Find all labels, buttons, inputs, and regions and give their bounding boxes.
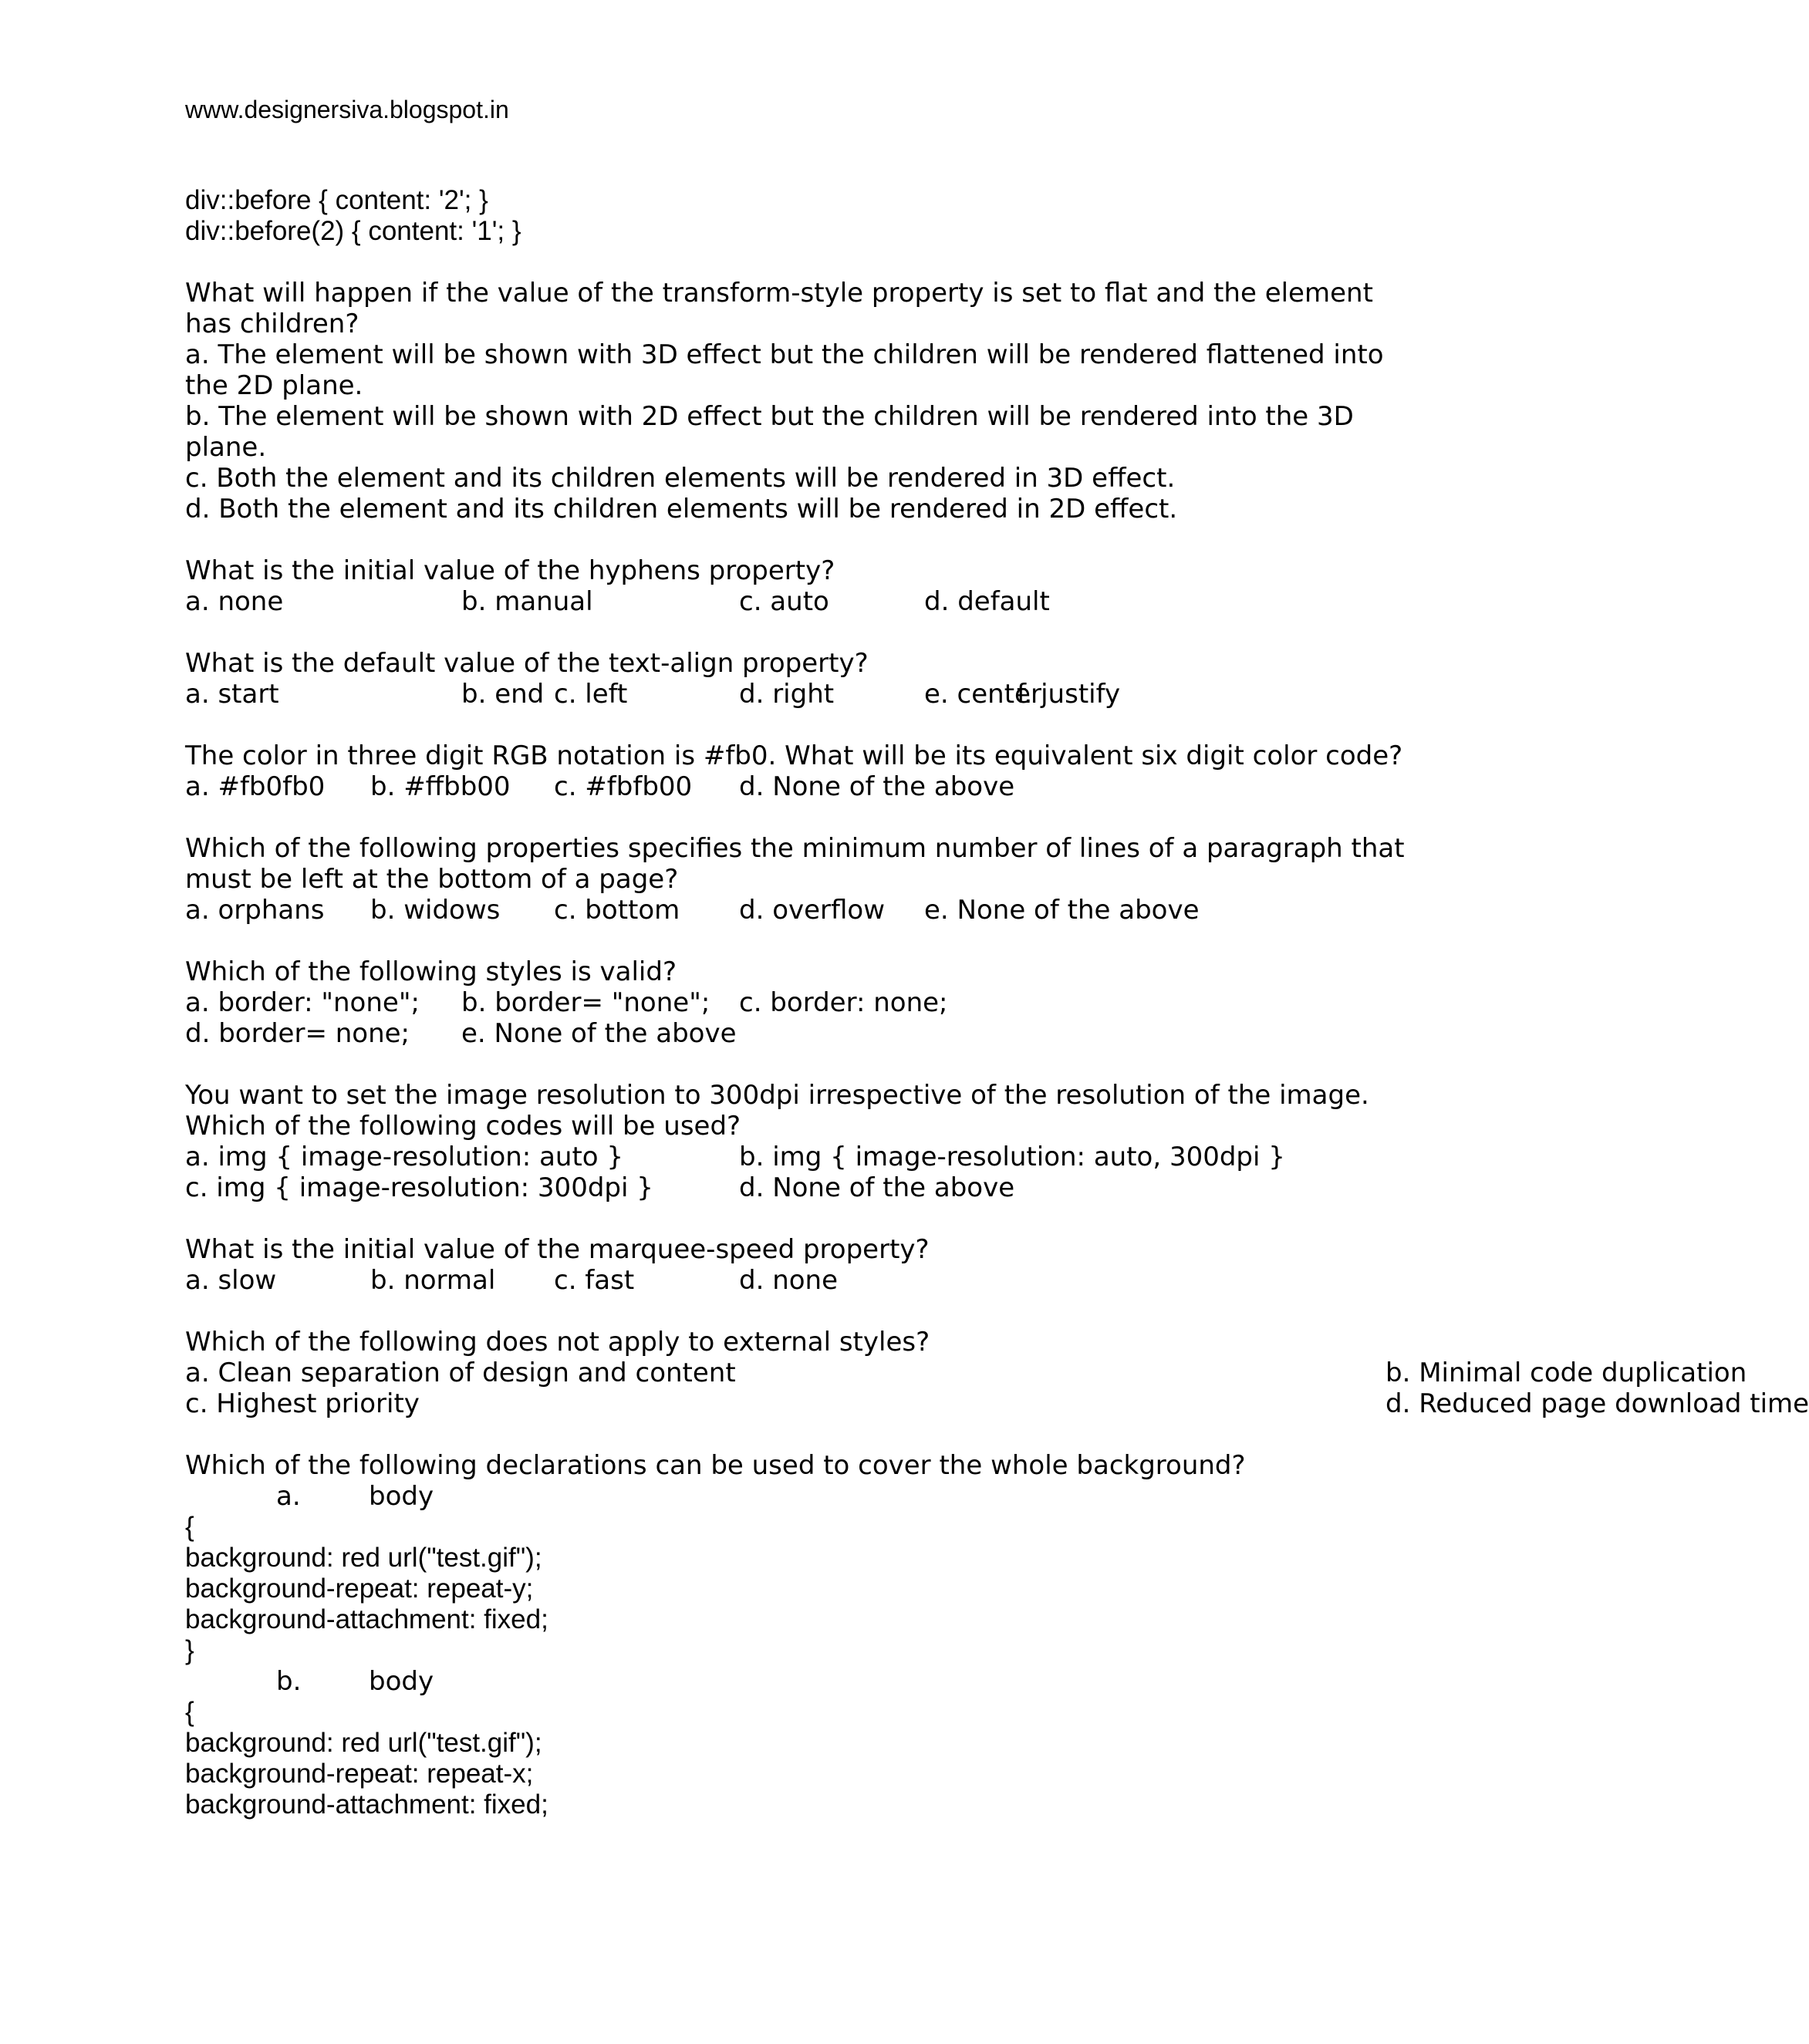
option-label: a. [276,1481,301,1512]
code-selector: body [369,1666,434,1697]
answer-option: b. normal [370,1265,496,1296]
answer-option: a. start [185,679,279,710]
answer-option: b. #ffbb00 [370,771,511,802]
options-row [185,1265,1404,1296]
answer-option: b. Minimal code duplication [1385,1358,1747,1388]
answer-option: c. img { image-resolution: 300dpi } [185,1172,653,1203]
options-row [185,1388,1809,1419]
answer-option: f. justify [1017,679,1121,710]
options-row [185,895,1404,926]
answer-option: b. The element will be shown with 2D effect but the children will be rendered into the 3D [185,401,1354,432]
question-text: Which of the following declarations can be used to cover the whole background? [185,1450,1246,1481]
answer-option: b. end [461,679,545,710]
question-block [185,278,1404,524]
answer-option: c. auto [739,586,829,617]
code-selector: body [369,1481,434,1512]
question-text: Which of the following properties specifies the minimum number of lines of a paragraph that [185,833,1405,864]
question-text: Which of the following styles is valid? [185,956,677,987]
question-text: Which of the following does not apply to external styles? [185,1327,930,1358]
question-block [185,740,1404,802]
document-content [185,185,1809,1820]
options-row [185,1142,1404,1172]
answer-option: c. bottom [554,895,680,926]
code-line: background-repeat: repeat-x; [185,1759,534,1789]
code-option-header [185,1666,1404,1697]
answer-option: d. border= none; [185,1018,410,1049]
code-line: background-attachment: fixed; [185,1604,548,1634]
answer-option: the 2D plane. [185,370,363,401]
question-text: has children? [185,309,359,339]
options-row [185,679,1404,710]
answer-option: d. None of the above [739,771,1015,802]
question-text: You want to set the image resolution to 300dpi irrespective of the resolution of the image. [185,1080,1369,1111]
answer-option: d. none [739,1265,839,1296]
option-label: b. [276,1666,302,1697]
answer-option: b. img { image-resolution: auto, 300dpi } [739,1142,1285,1172]
answer-option: a. The element will be shown with 3D effect but the children will be rendered flattened into [185,339,1384,370]
answer-option: c. fast [554,1265,635,1296]
answer-option: e. None of the above [924,895,1200,926]
answer-option: plane. [185,432,267,463]
question-block [185,648,1404,710]
question-block [185,1450,1404,1820]
question-text: The color in three digit RGB notation is #fb0. What will be its equivalent six digit color code? [185,740,1403,771]
answer-option: d. Reduced page download time [1385,1388,1809,1419]
answer-option: a. slow [185,1265,277,1296]
answer-option: a. Clean separation of design and content [185,1358,736,1388]
question-block [185,956,1404,1049]
question-text: Which of the following codes will be used? [185,1111,741,1142]
answer-option: a. img { image-resolution: auto } [185,1142,624,1172]
answer-option: b. widows [370,895,501,926]
code-line: { [185,1697,194,1727]
code-line: { [185,1512,194,1542]
answer-option: a. #fb0fb0 [185,771,326,802]
answer-option: a. none [185,586,284,617]
question-block [185,1327,1809,1419]
question-block [185,1234,1404,1296]
answer-option: d. default [924,586,1050,617]
answer-option: d. None of the above [739,1172,1015,1203]
options-row [185,1172,1404,1203]
answer-option: d. Both the element and its children elements will be rendered in 2D effect. [185,494,1178,524]
code-option-header [185,1481,1404,1512]
intro-code-line: div::before { content: '2'; } [185,185,488,215]
answer-option: c. Highest priority [185,1388,420,1419]
options-row [185,1018,1404,1049]
options-row [185,987,1404,1018]
question-text: What is the initial value of the marquee-speed property? [185,1234,930,1265]
question-text: What is the default value of the text-align property? [185,648,869,679]
question-block [185,1080,1404,1203]
answer-option: d. right [739,679,835,710]
options-row [185,771,1404,802]
code-line: } [185,1635,194,1665]
question-block [185,555,1404,617]
answer-option: b. border= "none"; [461,987,710,1018]
question-text: What will happen if the value of the transform-style property is set to flat and the element [185,278,1373,309]
answer-option: c. Both the element and its children elements will be rendered in 3D effect. [185,463,1176,494]
answer-option: b. manual [461,586,593,617]
answer-option: a. orphans [185,895,325,926]
answer-option: e. None of the above [461,1018,737,1049]
answer-option: d. overflow [739,895,886,926]
answer-option: e. center [924,679,1041,710]
answer-option: a. border: "none"; [185,987,420,1018]
code-line: background-repeat: repeat-y; [185,1573,534,1604]
question-text: What is the initial value of the hyphens property? [185,555,835,586]
code-line: background: red url("test.gif"); [185,1543,542,1573]
answer-option: c. border: none; [739,987,948,1018]
options-row [185,586,1404,617]
code-line: background: red url("test.gif"); [185,1728,542,1758]
answer-option: c. #fbfb00 [554,771,693,802]
intro-code-line: div::before(2) { content: '1'; } [185,216,521,246]
question-block [185,833,1404,926]
options-row [185,1358,1747,1388]
site-url-header: www.designersiva.blogspot.in [185,96,509,123]
answer-option: c. left [554,679,628,710]
question-text: must be left at the bottom of a page? [185,864,679,895]
code-line: background-attachment: fixed; [185,1789,548,1820]
